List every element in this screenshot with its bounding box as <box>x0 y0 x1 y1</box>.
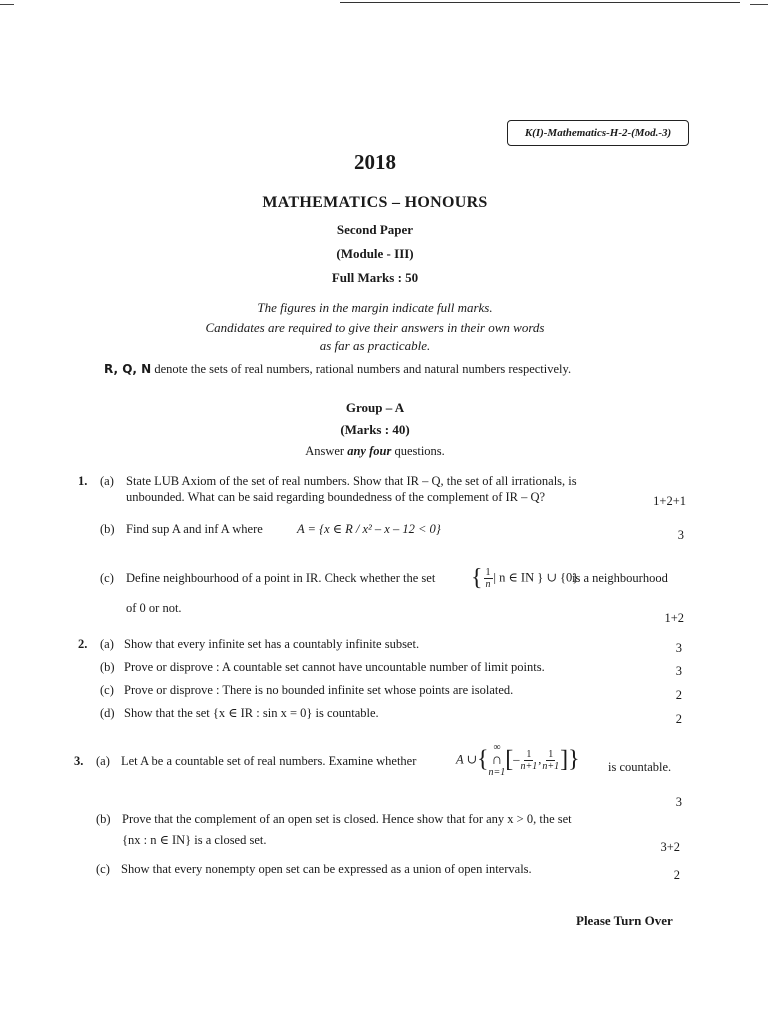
q1c-text-2: is a neighbourhood <box>572 571 668 585</box>
q3a-bracket-close: ] <box>560 746 569 773</box>
module-name: (Module - III) <box>336 246 414 261</box>
q1c-label: (c) <box>100 571 114 585</box>
q2b-label: (b) <box>100 660 115 674</box>
q3a-frac-2-den: n+1 <box>542 760 560 772</box>
full-marks: Full Marks : 50 <box>331 270 419 285</box>
q3a-text-2: is countable. <box>608 760 672 774</box>
q2c-label: (c) <box>100 683 114 697</box>
q3c-marks: 2 <box>673 868 680 882</box>
q3a-comma: , <box>538 752 542 767</box>
q3a-expression <box>456 742 580 778</box>
q2d-text: Show that the set {x ∈ IR : sin x = 0} is countable. <box>124 706 379 720</box>
q3a-sup: ∞ <box>493 742 501 753</box>
q2b-text: Prove or disprove : A countable set cannot have uncountable number of limit points. <box>124 660 545 674</box>
q1c-fraction <box>484 567 493 590</box>
q3c-text: Show that every nonempty open set can be expressed as a union of open intervals. <box>121 862 532 876</box>
q1a-label: (a) <box>100 474 114 488</box>
q2a-text: Show that every infinite set has a countably infinite subset. <box>124 637 420 651</box>
answer-post: questions. <box>391 444 445 458</box>
notation-text: denote the sets of real numbers, rational numbers and natural numbers respectively. <box>154 362 572 376</box>
notation-line <box>104 362 571 377</box>
q3a-brace-close: } <box>568 746 580 773</box>
q3a-frac-1 <box>521 749 538 772</box>
q1b-marks: 3 <box>677 528 684 542</box>
q1c-set-mid: | n ∈ IN } ∪ {0} <box>493 570 579 585</box>
q3b-text-1: Prove that the complement of an open set is closed. Hence show that for any x > 0, the set <box>122 812 572 826</box>
q3a-minus: – <box>513 752 520 767</box>
q1a-text-1: State LUB Axiom of the set of real numbers. Show that IR – Q, the set of all irrationals, is <box>126 474 577 488</box>
q2b-marks: 3 <box>675 664 682 678</box>
q3a-bracket-open: [ <box>505 746 514 773</box>
q3a-frac-2 <box>542 749 559 772</box>
exam-year: 2018 <box>354 150 396 174</box>
q1a-text-2: unbounded. What can be said regarding boundedness of the complement of IR – Q? <box>126 490 546 504</box>
answer-pre: Answer <box>305 444 348 458</box>
q2a-label: (a) <box>100 637 114 651</box>
q2d-marks: 2 <box>675 712 682 726</box>
q3a-sub: n=1 <box>488 767 506 778</box>
notation-sets: R, Q, N <box>104 362 152 376</box>
q1c-text-3: of 0 or not. <box>126 601 182 615</box>
scan-edge-right <box>750 4 768 5</box>
paper-code: K(I)-Mathematics-H-2-(Mod.-3) <box>507 120 689 146</box>
group-marks: (Marks : 40) <box>340 422 410 437</box>
instruction-line-3: as far as practicable. <box>319 338 431 353</box>
q1b-text: Find sup A and inf A where <box>126 522 263 536</box>
q2c-marks: 2 <box>675 688 682 702</box>
scan-edge-top <box>340 2 740 3</box>
q3c-label: (c) <box>96 862 110 876</box>
q1c-den: n <box>485 579 491 590</box>
instruction-line-1: The figures in the margin indicate full marks. <box>257 300 493 315</box>
q3a-text: Let A be a countable set of real numbers. Examine whether <box>121 754 417 768</box>
q2c-text: Prove or disprove : There is no bounded infinite set whose points are isolated. <box>124 683 514 697</box>
instruction-line-2: Candidates are required to give their answers in their own words <box>205 320 545 335</box>
q3a-brace-open: { <box>477 746 489 773</box>
q3-number: 3. <box>74 754 84 768</box>
q1-number: 1. <box>78 474 88 488</box>
please-turn-over: Please Turn Over <box>576 913 673 928</box>
q3a-cap: ∩ <box>491 752 503 768</box>
q2d-label: (d) <box>100 706 115 720</box>
q3b-text-2: {nx : n ∈ IN} is a closed set. <box>122 833 267 847</box>
group-title: Group – A <box>345 400 405 415</box>
q2a-marks: 3 <box>675 641 682 655</box>
q1c-brace-open: { <box>471 565 483 591</box>
scan-edge-left <box>0 4 14 5</box>
q3a-expr-pre: A ∪ <box>456 752 478 767</box>
subject-title: MATHEMATICS – HONOURS <box>262 194 488 211</box>
q3a-frac-1-num: 1 <box>526 748 532 760</box>
q3a-intersection <box>489 742 506 778</box>
paper-name: Second Paper <box>336 222 414 237</box>
q1c-set <box>471 567 578 590</box>
answer-emph: any four <box>347 444 392 458</box>
answer-instruction <box>0 444 750 459</box>
q1c-text-1: Define neighbourhood of a point in IR. Check whether the set <box>126 571 436 585</box>
q1b-set: A = {x ∈ R / x² – x – 12 < 0} <box>297 522 441 536</box>
q1c-marks: 1+2 <box>664 611 684 625</box>
q3a-marks: 3 <box>675 795 682 809</box>
q3a-label: (a) <box>96 754 110 768</box>
q3a-frac-2-num: 1 <box>548 748 554 760</box>
q1a-marks: 1+2+1 <box>653 494 686 508</box>
q3a-frac-1-den: n+1 <box>520 760 538 772</box>
q2-number: 2. <box>78 637 88 651</box>
q1c-num: 1 <box>485 567 491 578</box>
q3b-label: (b) <box>96 812 111 826</box>
q3b-marks: 3+2 <box>660 840 680 854</box>
q1b-label: (b) <box>100 522 115 536</box>
